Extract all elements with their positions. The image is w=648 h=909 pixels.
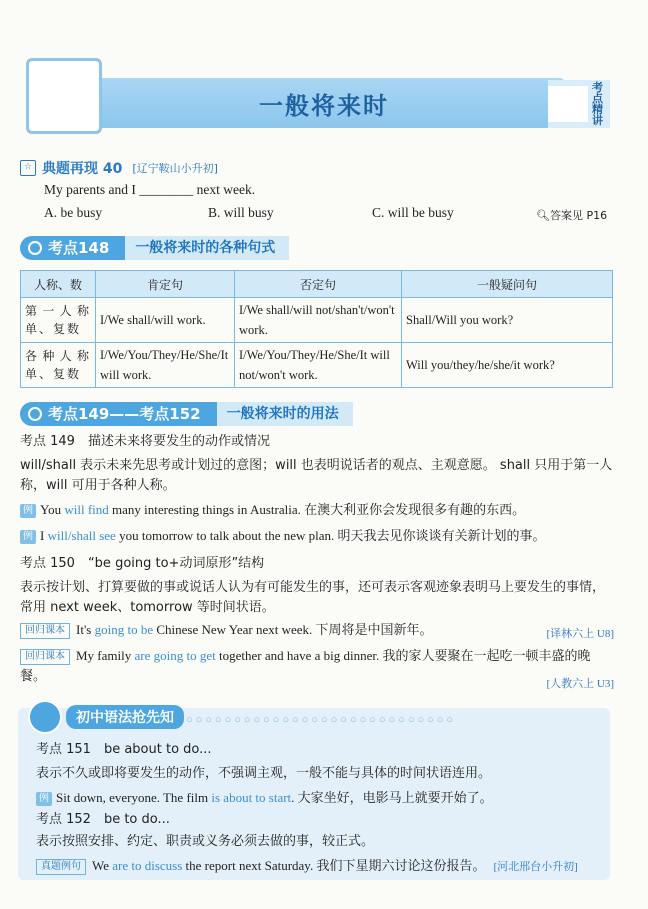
option-c: C. will be busy	[372, 205, 454, 220]
answer-ref	[536, 207, 607, 223]
point-150-text: 表示按计划、打算要做的事或说话人认为有可能发生的事，还可表示客观迹象表明马上要发生的事情，常用 next week、tomorrow 等时间状语。	[20, 580, 606, 615]
point-150-example-2	[20, 646, 610, 686]
point-150-source-1: [译林六上 U8]	[546, 628, 614, 640]
table-cell: 各种人称单、复数	[21, 343, 96, 388]
section-149-152-desc: 一般将来时的用法	[217, 402, 353, 426]
answer-ref-text: 答案见 P16	[549, 209, 608, 222]
example-highlight: will find	[64, 502, 109, 517]
point-152-example	[36, 856, 578, 877]
point-149-example-2	[20, 526, 616, 546]
point-152-title: 考点 152 be to do...	[36, 812, 170, 827]
table-cell: 第一人称单、复数	[21, 298, 96, 343]
example-tag: 例	[36, 792, 52, 806]
title-bar	[84, 78, 564, 128]
note-title: 初中语法抢先知	[66, 705, 184, 729]
example-text: We	[92, 858, 113, 873]
point-152-text: 表示按照安排、约定、职责或义务必须去做的事，较正式。	[36, 834, 375, 849]
point-149-title: 考点 149 描述未来将要发生的动作或情况	[20, 434, 270, 449]
example-heading	[20, 158, 218, 178]
section-148-bar	[20, 236, 289, 260]
table-cell: I/We shall/will not/shan't/won't work.	[235, 298, 402, 343]
point-150-source-2: [人教六上 U3]	[546, 678, 614, 690]
table-header: 否定句	[235, 271, 402, 298]
table-cell: Will you/they/he/she/it work?	[402, 343, 613, 388]
point-149-text: will/shall 表示未来先思考或计划过的意图；will 也表明说话者的观点、主观意愿。 shall 只用于第一人称，will 可用于各种人称。	[20, 458, 613, 493]
search-icon: 🔍︎	[536, 209, 550, 222]
table-header: 人称、数	[21, 271, 96, 298]
example-tag: 例	[20, 530, 36, 544]
example-text: You	[40, 502, 65, 517]
example-text: many interesting things in Australia. 在澳大利亚你会发现很多有趣的东西。	[108, 502, 526, 517]
textbook-tag: 回归课本	[20, 649, 70, 665]
table-header: 肯定句	[96, 271, 235, 298]
table-cell: I/We shall/will work.	[96, 298, 235, 343]
note-header	[28, 700, 184, 734]
example-highlight: are to discuss	[112, 858, 183, 873]
example-text: together and have a big dinner. 我的家人要聚在一起吃一顿丰盛的晚餐。	[20, 648, 591, 683]
point-150-example-1	[20, 620, 616, 640]
notebook-rings-decoration: ○○○○○○○○○○○○○○○○○○○○○○○○○○○○	[186, 714, 457, 726]
preview-note-panel	[18, 708, 610, 880]
table-cell: I/We/You/They/He/She/It will not/won't work.	[235, 343, 402, 388]
option-b: B. will busy	[208, 205, 274, 220]
example-text: the report next Saturday. 我们下星期六讨论这份报告。	[182, 858, 486, 873]
point-151-title: 考点 151 be about to do...	[36, 742, 212, 757]
table-row	[21, 298, 613, 343]
point-149-example-1	[20, 500, 616, 520]
example-highlight: is about to start	[211, 790, 292, 805]
table-header: 一般疑问句	[402, 271, 613, 298]
side-tag	[548, 80, 610, 128]
example-question: My parents and I ________ next week.	[44, 182, 256, 197]
star-doc-icon: ☆	[20, 160, 36, 176]
point-152-source: [河北邢台小升初]	[493, 861, 578, 873]
example-highlight: will/shall see	[47, 528, 116, 543]
example-text: you tomorrow to talk about the new plan. 明天我去见你谈谈有关新计划的事。	[115, 528, 546, 543]
option-a: A. be busy	[44, 205, 103, 220]
page-title: 一般将来时	[259, 92, 389, 120]
point-151-text: 表示不久或即将要发生的动作，不强调主观，一般不能与具体的时间状语连用。	[36, 766, 492, 781]
table-cell: Shall/Will you work?	[402, 298, 613, 343]
point-150-title: 考点 150 “be going to+动词原形”结构	[20, 556, 265, 571]
example-text: I	[40, 528, 48, 543]
section-148-desc: 一般将来时的各种句式	[125, 236, 289, 260]
example-text: It's	[76, 622, 95, 637]
textbook-tag: 回归课本	[20, 623, 70, 639]
section-148-label-box	[20, 236, 125, 260]
example-text: Chinese New Year next week. 下周将是中国新年。	[153, 622, 433, 637]
example-highlight: going to be	[94, 622, 154, 637]
section-149-152-label: 考点149——考点152	[48, 405, 201, 423]
target-icon	[28, 407, 42, 421]
point-151-example	[36, 788, 493, 808]
example-text: . 大家坐好，电影马上就要开始了。	[291, 790, 493, 805]
example-text: My family	[76, 648, 135, 663]
side-tag-label: 考点精讲	[592, 81, 603, 127]
table-row	[21, 343, 613, 388]
title-banner	[26, 58, 620, 140]
example-highlight: are going to get	[134, 648, 216, 663]
section-149-152-bar	[20, 402, 353, 426]
example-text: Sit down, everyone. The film	[56, 790, 212, 805]
section-148-label: 考点148	[48, 239, 110, 257]
real-exam-tag: 真题例句	[36, 859, 86, 875]
cartoon-avatar-icon	[28, 700, 62, 734]
example-heading-text: 典题再现 40	[42, 161, 123, 177]
sentence-pattern-table	[20, 270, 613, 388]
example-tag: 例	[20, 504, 36, 518]
logo-placeholder	[26, 58, 102, 134]
example-source: [辽宁鞍山小升初]	[132, 162, 218, 175]
section-149-152-label-box	[20, 402, 217, 426]
table-cell: I/We/You/They/He/She/It will work.	[96, 343, 235, 388]
table-header-row	[21, 271, 613, 298]
target-icon	[28, 241, 42, 255]
